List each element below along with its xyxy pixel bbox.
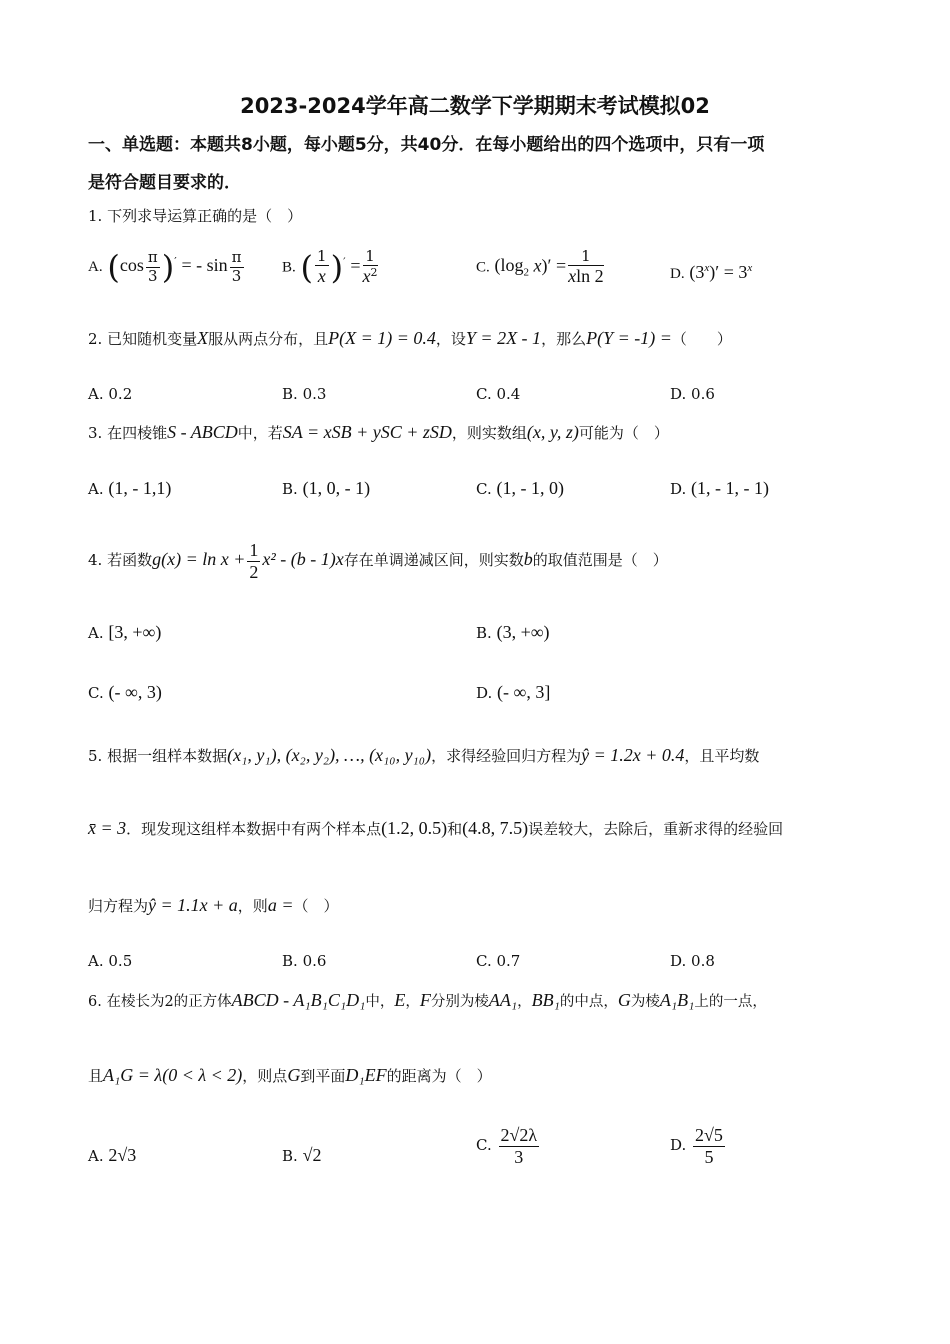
question-6-stem-line2: 且A₁G = λ(0 < λ < 2)，则点G到平面D₁EF的距离为（ ） bbox=[88, 1065, 492, 1085]
section-heading-cont: 是符合题目要求的． bbox=[88, 173, 241, 193]
q2-option-d: D. 0.6 bbox=[670, 385, 715, 403]
q5-option-a: A. 0.5 bbox=[88, 952, 133, 970]
q6-option-a: A. 2√3 bbox=[88, 1145, 137, 1165]
question-5-stem-line2: x̄ = 3．现发现这组样本数据中有两个样本点(1.2, 0.5)和(4.8, 7.5)误差较大，去除后，重新求得的经验回 bbox=[88, 818, 784, 838]
q6-option-b: B. √2 bbox=[282, 1145, 322, 1165]
q4-option-a: A. [3, +∞) bbox=[88, 622, 162, 642]
q1-option-a: A. (cos $\frac{\pi}{3}$ )′ = - sin $\frac{\pi}{3}$ bbox=[88, 248, 242, 286]
q1-option-b: B. ( $\frac{1}{x}$ )′ = $\frac{1}{x^2}$ bbox=[282, 247, 378, 287]
q5-option-d: D. 0.8 bbox=[670, 952, 715, 970]
q1-option-d: D. $(3^x)' = 3^x$ bbox=[670, 262, 753, 282]
question-3-stem: 3. 在四棱锥S - ABCD中，若SA = xSB + ySC + zSD，则实数组(x, y, z)可能为（ ） bbox=[88, 422, 669, 442]
q5-option-c: C. 0.7 bbox=[476, 952, 521, 970]
question-6-stem: 6. 在棱长为2的正方体ABCD - A₁B₁C₁D₁中，E，F分别为棱AA₁，BB₁的中点，G为棱A₁B₁上的一点， bbox=[88, 990, 767, 1010]
q2-option-b: B. 0.3 bbox=[282, 385, 327, 403]
q1-option-c: C. ($\log_2$ x)′ = $\frac{1}{xln 2}$ bbox=[476, 247, 604, 287]
q4-option-d: D. (- ∞, 3] bbox=[476, 682, 551, 702]
q4-option-c: C. (- ∞, 3) bbox=[88, 682, 162, 702]
q3-option-a: A. (1, - 1,1) bbox=[88, 478, 172, 498]
page-title: 2023-2024学年高二数学下学期期末考试模拟02 bbox=[240, 94, 710, 118]
q2-option-a: A. 0.2 bbox=[88, 385, 133, 403]
fraction: $\frac{\pi}{3}$ bbox=[147, 248, 158, 285]
q5-option-b: B. 0.6 bbox=[282, 952, 327, 970]
question-5-stem: 5. 根据一组样本数据(x₁, y₁), (x₂, y₂), …, (x₁₀, y₁₀)，求得经验回归方程为ŷ = 1.2x + 0.4，且平均数 bbox=[88, 745, 760, 765]
q6-option-c: C. $\frac{2√2\lambda}{3}$ bbox=[476, 1125, 538, 1167]
question-4-stem: 4. 若函数g(x) = ln x + $\frac{1}{2}$ x² - (b - 1)x存在单调递减区间，则实数b的取值范围是（ ） bbox=[88, 540, 668, 582]
section-heading: 一、单选题：本题共8小题，每小题5分，共40分．在每小题给出的四个选项中，只有一项 bbox=[88, 135, 765, 155]
q4-option-b: B. (3, +∞) bbox=[476, 622, 550, 642]
q3-option-d: D. (1, - 1, - 1) bbox=[670, 478, 770, 498]
question-5-stem-line3: 归方程为ŷ = 1.1x + a，则a =（ ） bbox=[88, 895, 339, 915]
q6-option-d: D. $\frac{2√5}{5}$ bbox=[670, 1125, 723, 1167]
q3-option-c: C. (1, - 1, 0) bbox=[476, 478, 564, 498]
question-1-stem: 1. 下列求导运算正确的是（ ） bbox=[88, 207, 303, 225]
q3-option-b: B. (1, 0, - 1) bbox=[282, 478, 371, 498]
question-2-stem: 2. 已知随机变量X服从两点分布，且P(X = 1) = 0.4，设Y = 2X - 1，那么P(Y = -1) =（ ） bbox=[88, 328, 732, 348]
q2-option-c: C. 0.4 bbox=[476, 385, 521, 403]
